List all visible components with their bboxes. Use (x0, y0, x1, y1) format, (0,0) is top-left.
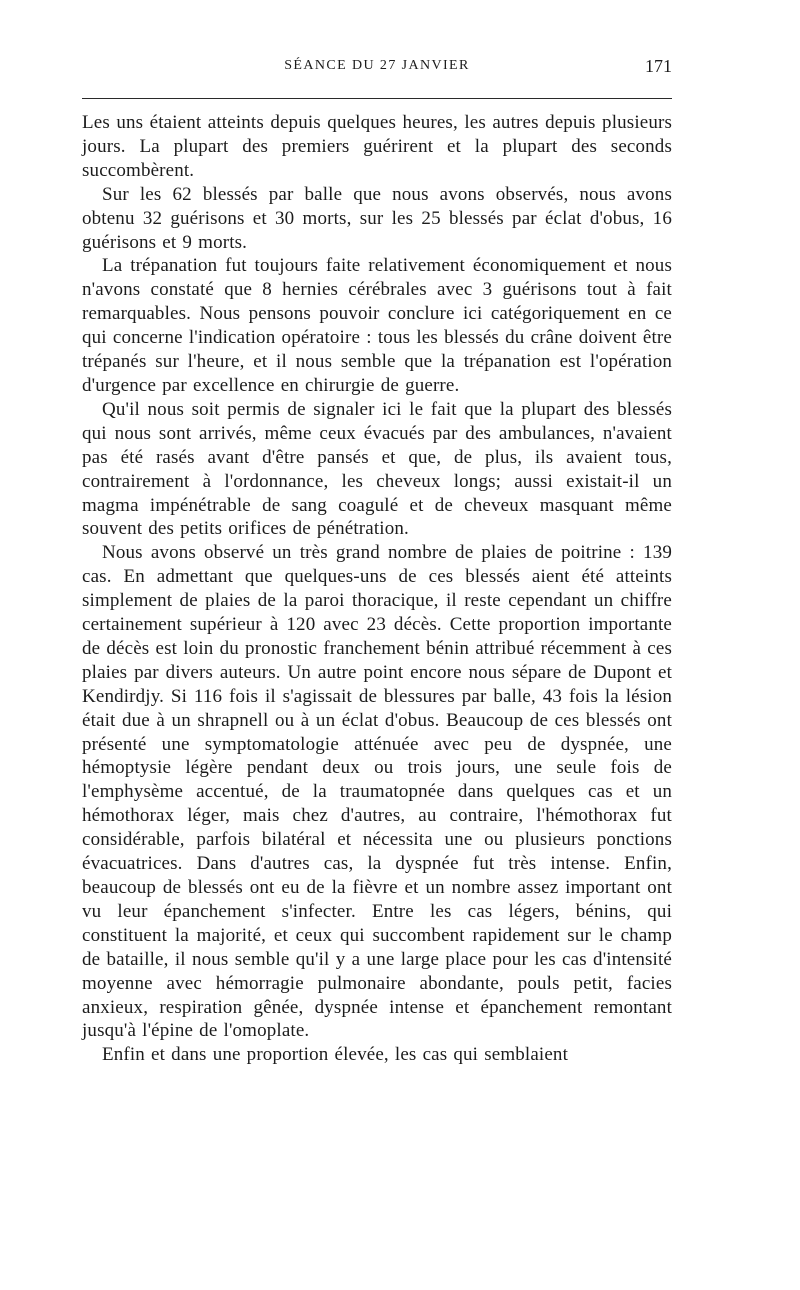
paragraph: Nous avons observé un très grand nombre de plaies de poitrine : 139 cas. En admettant que quelques-uns de ces blessés aient été atteints simplement de plaies de la paroi thoracique, il reste cependant un chiffre certainement supérieur à 120 avec 23 décès. Cette proportion importante de décès est loin du pronostic franchement bénin attribué récemment à ces plaies par divers auteurs. Un autre point encore nous sépare de Dupont et Kendirdjy. Si 116 fois il s'agissait de blessures par balle, 43 fois la lésion était due à un shrapnell ou à un éclat d'obus. Beaucoup de ces blessés ont présenté une symptomatologie atténuée avec peu de dyspnée, une hémoptysie légère pendant deux ou trois jours, une seule fois de l'emphysème accentué, de la traumatopnée dans quelques cas et un hémothorax léger, mais chez d'autres, au contraire, l'hémothorax fut considérable, parfois bilatéral et nécessita une ou plusieurs ponctions évacuatrices. Dans d'autres cas, la dyspnée fut très intense. Enfin, beaucoup de blessés ont eu de la fièvre et un nombre assez important ont vu leur épanchement s'infecter. Entre les cas légers, bénins, qui constituent la majorité, et ceux qui succombent rapidement sur le champ de bataille, il nous semble qu'il y a une large place pour les cas d'intensité moyenne avec hémorragie pulmonaire abondante, pouls petit, facies anxieux, respiration gênée, dyspnée intense et épanchement remontant jusqu'à l'épine de l'omoplate. (82, 542, 672, 1042)
page-number: 171 (645, 56, 672, 76)
paragraph: Les uns étaient atteints depuis quelques heures, les autres depuis plusieurs jours. La plupart des premiers guérirent et la plupart des seconds succombèrent. (82, 112, 672, 181)
paragraph: Qu'il nous soit permis de signaler ici le fait que la plupart des blessés qui nous sont arrivés, même ceux évacués par des ambulances, n'avaient pas été rasés avant d'être pansés et que, de plus, ils avaient tous, contrairement à l'ordonnance, les cheveux longs; aussi existait-il un magma impénétrable de sang coagulé et de cheveux masquant même souvent des petits orifices de pénétration. (82, 398, 672, 540)
paragraph: Sur les 62 blessés par balle que nous avons observés, nous avons obtenu 32 guérisons et 30 morts, sur les 25 blessés par éclat d'obus, 16 guérisons et 9 morts. (82, 183, 672, 253)
paragraph: La trépanation fut toujours faite relativement économiquement et nous n'avons constaté que 8 hernies cérébrales avec 3 guérisons tout à fait remarquables. Nous pensons pouvoir conclure ici catégoriquement en ce qui concerne l'indication opératoire : tous les blessés du crâne doivent être trépanés sur l'heure, et il nous semble que la trépanation est l'opération d'urgence par excellence en chirurgie de guerre. (82, 255, 672, 396)
body-text (82, 111, 672, 1067)
running-head: SÉANCE DU 27 JANVIER (284, 58, 470, 73)
paragraph: Enfin et dans une proportion élevée, les cas qui semblaient (102, 1044, 569, 1066)
header-rule (82, 98, 672, 99)
page-header (82, 58, 672, 88)
